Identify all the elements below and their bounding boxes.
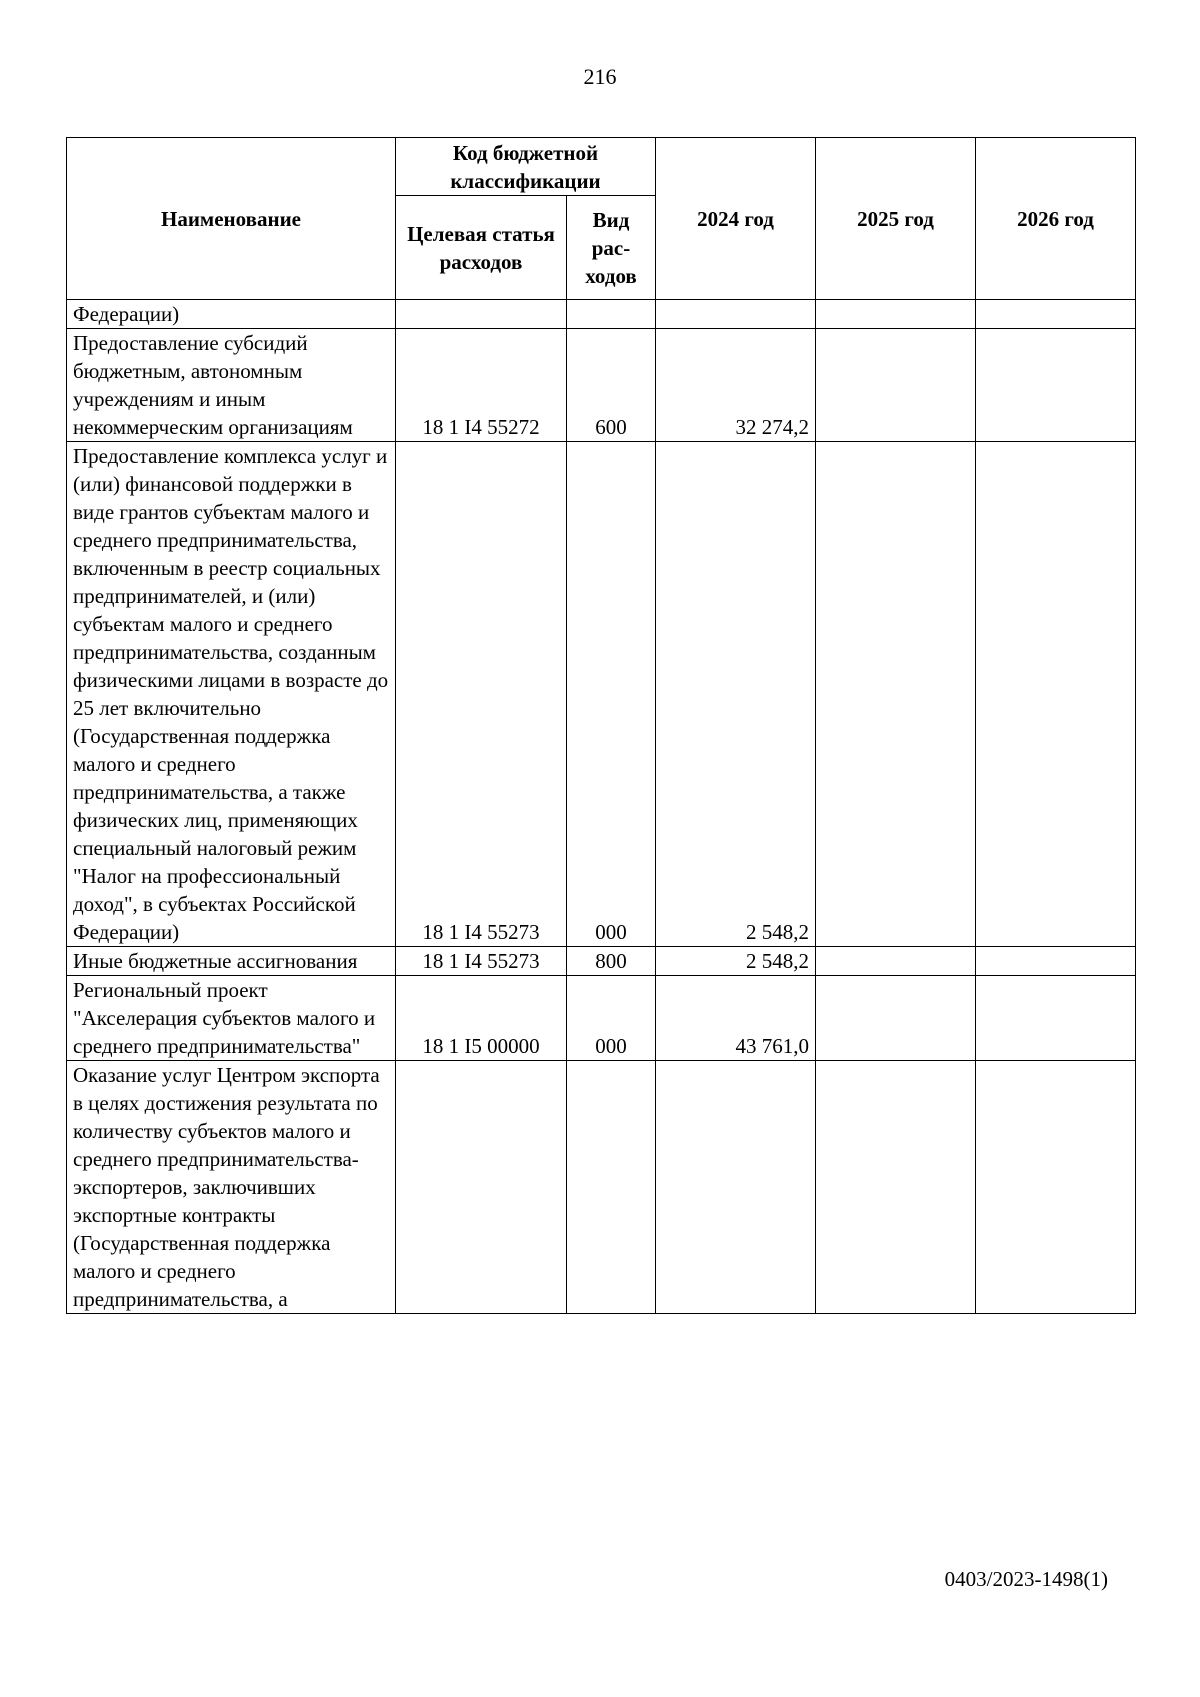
row-2024 — [656, 1061, 816, 1314]
budget-table — [66, 137, 1136, 1314]
row-name: Федерации) — [67, 300, 396, 329]
row-2025 — [816, 976, 976, 1061]
row-kind: 600 — [567, 329, 656, 442]
row-kind: 000 — [567, 442, 656, 947]
row-kind: 000 — [567, 976, 656, 1061]
row-2025 — [816, 1061, 976, 1314]
row-2024: 2 548,2 — [656, 442, 816, 947]
row-name: Оказание услуг Центром экспорта в целях достижения результата по количеству субъектов малого и среднего предпринимательства-экспортеров, заключивших экспортные контракты (Государственная поддержка малого и среднего предпринимательства, а — [67, 1061, 396, 1314]
row-2026 — [976, 976, 1136, 1061]
row-2025 — [816, 329, 976, 442]
header-2025: 2025 год — [816, 138, 976, 300]
table-row — [67, 976, 1136, 1061]
table-row — [67, 329, 1136, 442]
row-2026 — [976, 947, 1136, 976]
row-2026 — [976, 442, 1136, 947]
row-2025 — [816, 947, 976, 976]
row-2025 — [816, 300, 976, 329]
row-kind — [567, 300, 656, 329]
row-target: 18 1 I5 00000 — [396, 976, 567, 1061]
header-2026: 2026 год — [976, 138, 1136, 300]
header-target-article: Целевая статья расходов — [396, 196, 567, 300]
table-row — [67, 300, 1136, 329]
row-kind: 800 — [567, 947, 656, 976]
row-name: Предоставление субсидий бюджетным, автономным учреждениям и иным некоммерческим организациям — [67, 329, 396, 442]
row-2026 — [976, 329, 1136, 442]
row-target: 18 1 I4 55273 — [396, 947, 567, 976]
table-row — [67, 947, 1136, 976]
row-kind — [567, 1061, 656, 1314]
row-2026 — [976, 300, 1136, 329]
header-name: Наименование — [67, 138, 396, 300]
header-expense-type: Вид рас-ходов — [567, 196, 656, 300]
row-2026 — [976, 1061, 1136, 1314]
row-name: Иные бюджетные ассигнования — [67, 947, 396, 976]
table-row — [67, 1061, 1136, 1314]
row-name: Региональный проект "Акселерация субъектов малого и среднего предпринимательства" — [67, 976, 396, 1061]
row-target — [396, 300, 567, 329]
header-budget-code: Код бюджетной классификации — [396, 138, 656, 196]
header-2024: 2024 год — [656, 138, 816, 300]
row-target: 18 1 I4 55272 — [396, 329, 567, 442]
row-2025 — [816, 442, 976, 947]
table-row — [67, 442, 1136, 947]
row-target — [396, 1061, 567, 1314]
row-name: Предоставление комплекса услуг и (или) финансовой поддержки в виде грантов субъектам малого и среднего предпринимательства, включенным в реестр социальных предпринимателей, и (или) субъектам малого и среднего предпринимательства, созданным физическими лицами в возрасте до 25 лет включительно (Государственная поддержка малого и среднего предпринимательства, а также физических лиц, применяющих специальный налоговый режим "Налог на профессиональный доход", в субъектах Российской Федерации) — [67, 442, 396, 947]
row-2024: 2 548,2 — [656, 947, 816, 976]
row-2024: 32 274,2 — [656, 329, 816, 442]
document-code: 0403/2023-1498(1) — [944, 1567, 1108, 1591]
row-2024 — [656, 300, 816, 329]
page-number: 216 — [583, 64, 617, 89]
row-2024: 43 761,0 — [656, 976, 816, 1061]
row-target: 18 1 I4 55273 — [396, 442, 567, 947]
